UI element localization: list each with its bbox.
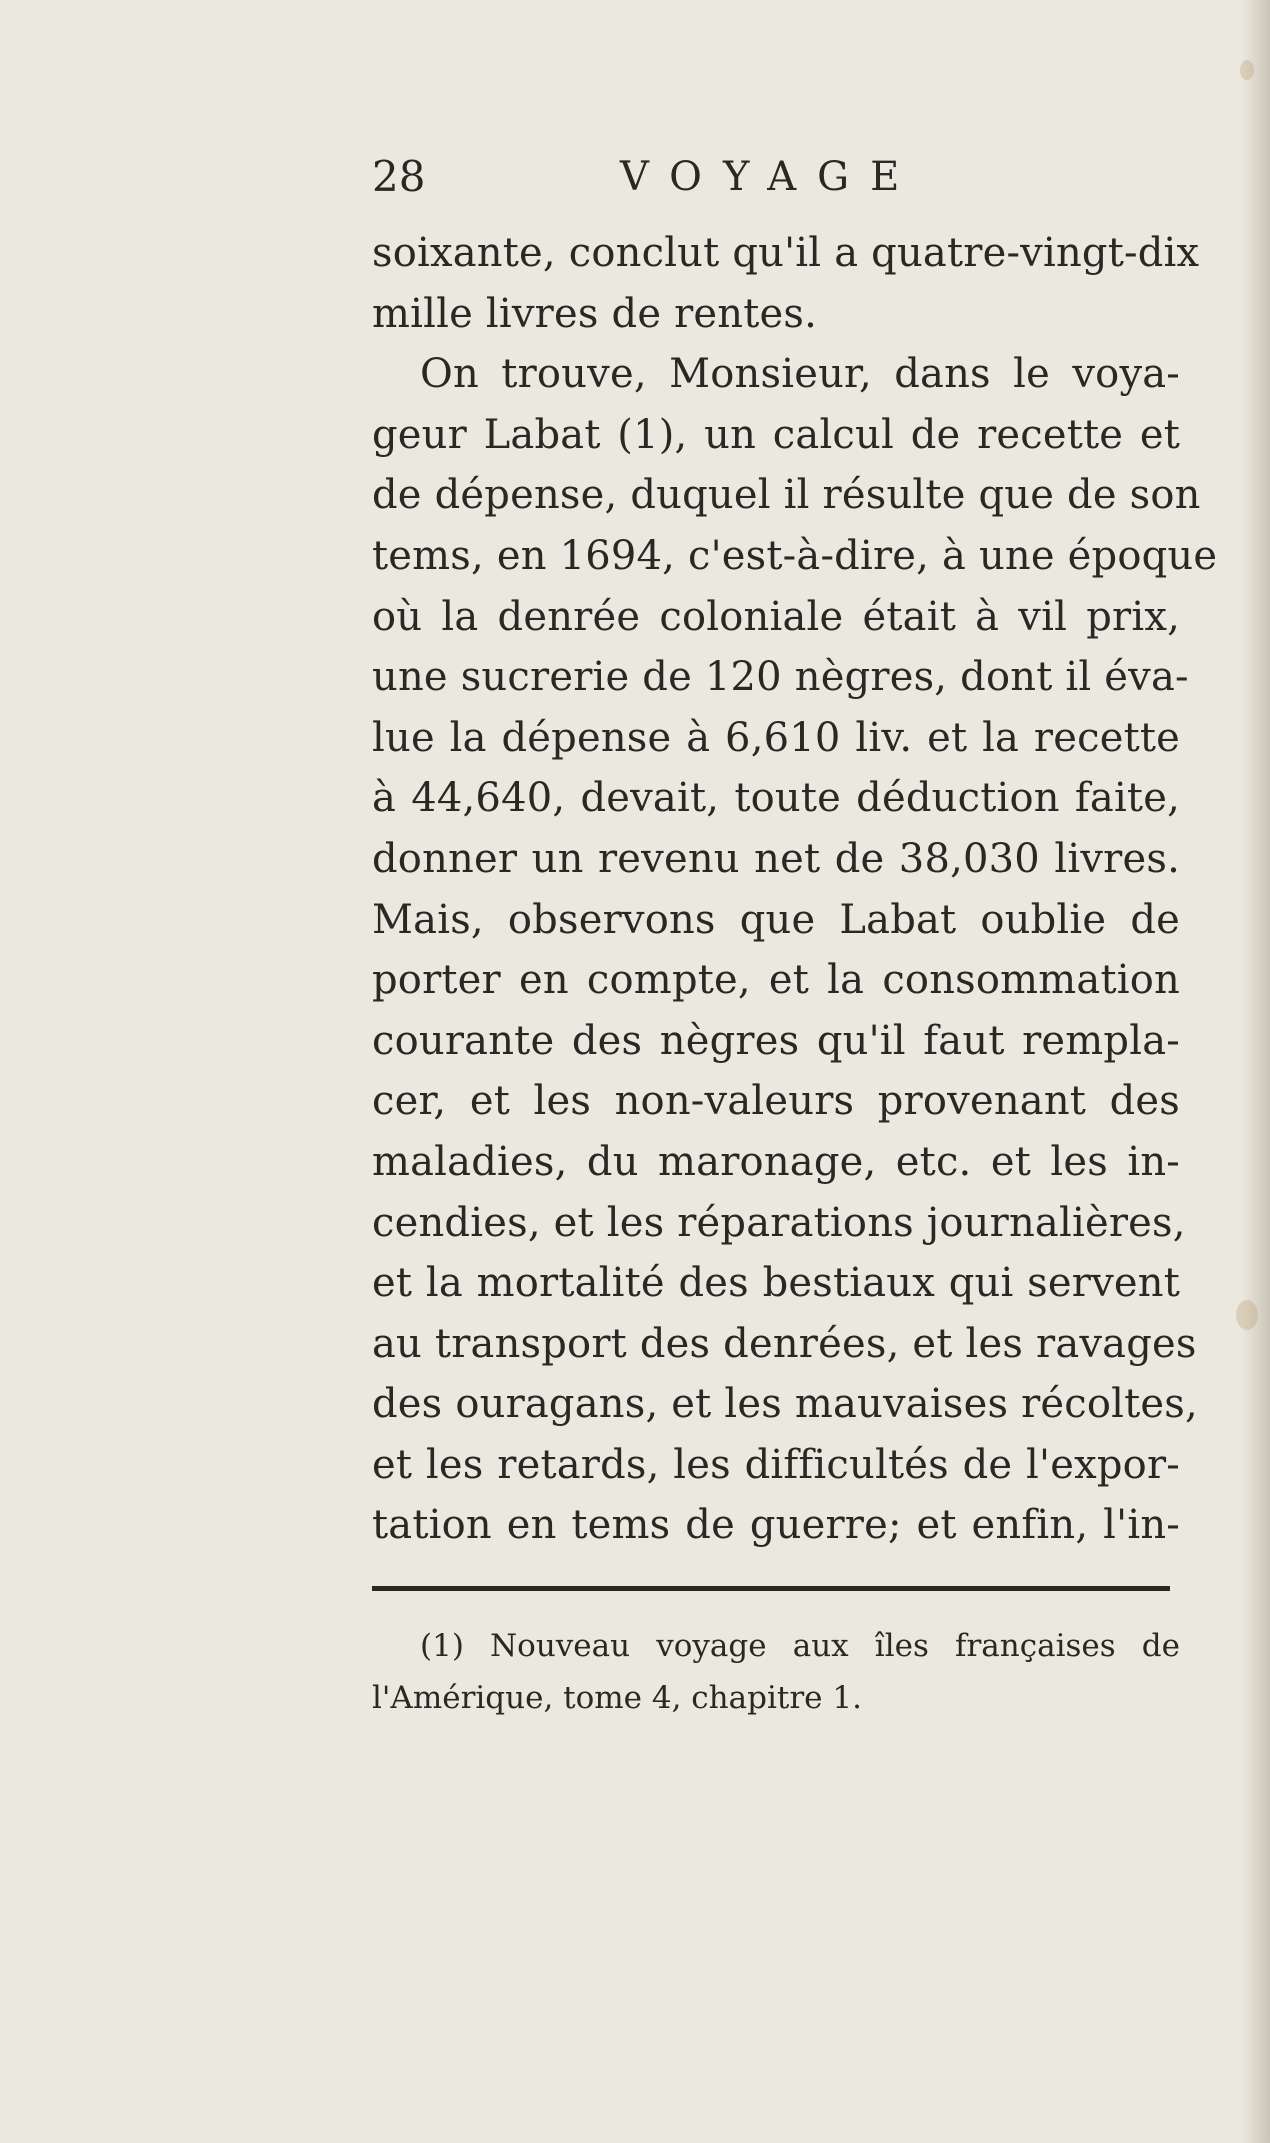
running-title: VOYAGE	[620, 154, 921, 200]
text-line: au transport des denrées, et les ravages	[372, 1320, 1197, 1367]
text-line: cer, et les non-valeurs provenant des	[372, 1078, 1180, 1125]
text-line: cendies, et les réparations journalières,	[372, 1199, 1186, 1246]
text-line: tation en tems de guerre; et enfin, l'in-	[372, 1502, 1180, 1549]
page-header	[372, 148, 1180, 208]
text-line: où la denrée coloniale était à vil prix,	[372, 593, 1180, 640]
text-line: donner un revenu net de 38,030 livres.	[372, 835, 1180, 882]
page-number: 28	[372, 152, 426, 201]
text-line: maladies, du maronage, etc. et les in-	[372, 1138, 1180, 1185]
text-line: tems, en 1694, c'est-à-dire, à une époque	[372, 532, 1218, 579]
text-line: des ouragans, et les mauvaises récoltes,	[372, 1381, 1198, 1428]
paper-stain	[1240, 60, 1254, 80]
text-line: de dépense, duquel il résulte que de son	[372, 472, 1201, 519]
footnote-line: l'Amérique, tome 4, chapitre 1.	[372, 1680, 862, 1716]
text-line: et la mortalité des bestiaux qui servent	[372, 1260, 1180, 1307]
text-line: une sucrerie de 120 nègres, dont il éva-	[372, 654, 1189, 701]
text-line: geur Labat (1), un calcul de recette et	[372, 411, 1180, 458]
footnote-rule	[372, 1586, 1170, 1591]
footnote-line: (1) Nouveau voyage aux îles françaises de	[420, 1628, 1180, 1664]
text-line: lue la dépense à 6,610 liv. et la recette	[372, 714, 1180, 761]
text-line: porter en compte, et la consommation	[372, 957, 1180, 1004]
page-edge-shadow	[1242, 0, 1270, 2143]
text-line: mille livres de rentes.	[372, 290, 818, 337]
footnote	[372, 1620, 1180, 1724]
paper-stain	[1236, 1300, 1258, 1330]
text-line: soixante, conclut qu'il a quatre-vingt-dix	[372, 230, 1200, 276]
text-line: courante des nègres qu'il faut rempla-	[372, 1017, 1180, 1064]
text-line: Mais, observons que Labat oublie de	[372, 896, 1180, 943]
text-line: à 44,640, devait, toute déduction faite,	[372, 775, 1180, 822]
body-text	[372, 223, 1218, 1556]
text-line: On trouve, Monsieur, dans le voya-	[420, 351, 1180, 398]
text-line: et les retards, les difficultés de l'expor-	[372, 1441, 1180, 1488]
